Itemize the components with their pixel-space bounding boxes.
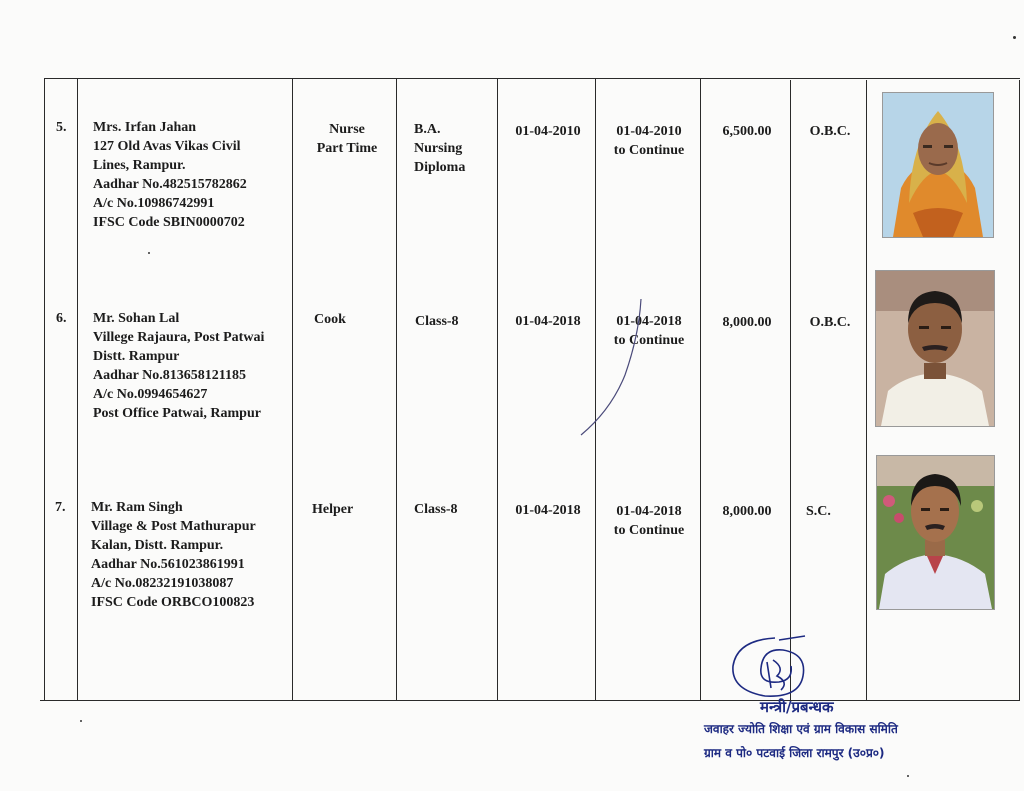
scan-speck: [1013, 36, 1016, 39]
scan-speck: [148, 252, 150, 254]
stamp-title: मन्त्री/प्रबन्धक: [760, 698, 834, 716]
period-cell: [598, 122, 700, 160]
aadhar-number: Aadhar No.813658121185: [93, 368, 246, 383]
serial-number: 6.: [56, 311, 67, 326]
scan-speck: [907, 775, 909, 777]
aadhar-number: Aadhar No.482515782862: [93, 177, 247, 192]
period-from: 01-04-2018: [616, 314, 682, 329]
post-line: Cook: [314, 312, 346, 327]
period-to: to Continue: [613, 523, 685, 538]
qualification-cell: [415, 312, 459, 331]
account-number: A/c No.08232191038087: [91, 576, 234, 591]
post-line: Helper: [312, 502, 354, 517]
period-from: 01-04-2010: [616, 124, 682, 139]
woman-portrait-icon: [883, 93, 993, 237]
address-line: Distt. Rampur: [93, 349, 180, 364]
serial-number: 5.: [56, 120, 67, 135]
category: O.B.C.: [809, 315, 851, 330]
stamp-line: जवाहर ज्योति शिक्षा एवं ग्राम विकास समिति: [704, 722, 898, 736]
category: O.B.C.: [809, 124, 851, 139]
qualification-line: Diploma: [414, 160, 466, 175]
joining-date: 01-04-2018: [515, 314, 581, 329]
post-cell: [314, 310, 346, 329]
category: S.C.: [806, 504, 831, 519]
post-cell: [312, 500, 353, 519]
salary: 8,000.00: [722, 504, 772, 519]
scan-speck: [80, 720, 82, 722]
address-line: Village & Post Mathurapur: [91, 519, 256, 534]
post-line: Nurse: [329, 122, 365, 137]
period-to: to Continue: [613, 333, 685, 348]
address-line: Kalan, Distt. Rampur.: [91, 538, 224, 553]
salary: 8,000.00: [722, 315, 772, 330]
account-number: A/c No.10986742991: [93, 196, 215, 211]
qualification-cell: [414, 120, 465, 177]
address-line: Post Office Patwai, Rampur: [93, 406, 261, 421]
employee-details: [93, 118, 247, 232]
employee-name: Mr. Sohan Lal: [93, 311, 180, 326]
address-line: 127 Old Avas Vikas Civil: [93, 139, 241, 154]
joining-date: 01-04-2010: [515, 124, 581, 139]
pen-stroke-mark: [575, 295, 650, 440]
employee-details: [91, 498, 256, 612]
employee-details: [93, 309, 264, 423]
qualification-line: Class-8: [415, 314, 459, 329]
joining-date: 01-04-2018: [515, 503, 581, 518]
employee-photo: [875, 270, 995, 427]
period-cell: [598, 502, 700, 540]
aadhar-number: Aadhar No.561023861991: [91, 557, 245, 572]
man-portrait-icon: [877, 456, 994, 609]
signature-scribble: [727, 632, 817, 704]
ifsc-code: IFSC Code SBIN0000702: [93, 215, 245, 230]
employee-name: Mr. Ram Singh: [91, 500, 183, 515]
address-line: Lines, Rampur.: [93, 158, 186, 173]
account-number: A/c No.0994654627: [93, 387, 208, 402]
qualification-line: Nursing: [414, 141, 463, 156]
period-to: to Continue: [613, 143, 685, 158]
ifsc-code: IFSC Code ORBCO100823: [91, 595, 255, 610]
period-from: 01-04-2018: [616, 504, 682, 519]
post-cell: [300, 120, 394, 158]
serial-number: 7.: [55, 500, 66, 515]
post-line: Part Time: [316, 141, 378, 156]
man-portrait-icon: [876, 271, 994, 426]
qualification-cell: [414, 500, 458, 519]
employee-name: Mrs. Irfan Jahan: [93, 120, 197, 135]
stamp-line: ग्राम व पो० पटवाई जिला रामपुर (उ०प्र०): [704, 746, 885, 760]
address-line: Villege Rajaura, Post Patwai: [93, 330, 265, 345]
qualification-line: B.A.: [414, 122, 441, 137]
qualification-line: Class-8: [414, 502, 458, 517]
employee-photo: [876, 455, 995, 610]
salary: 6,500.00: [722, 124, 772, 139]
employee-photo: [882, 92, 994, 238]
